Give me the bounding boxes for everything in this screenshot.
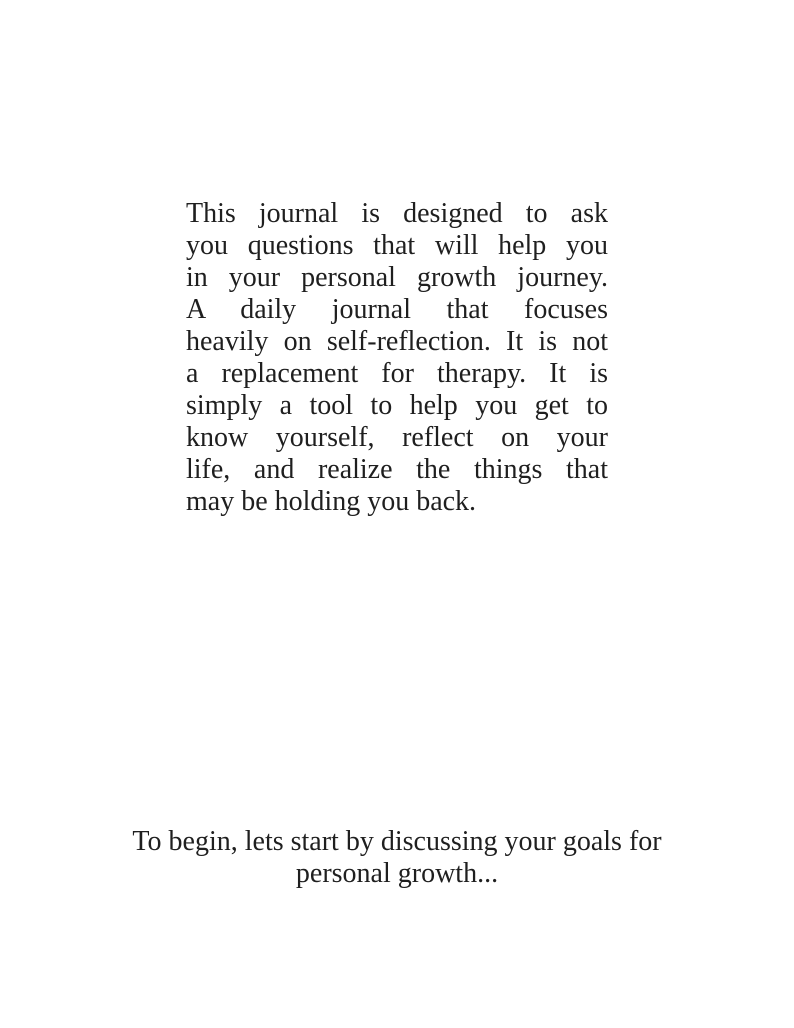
- intro-line: heavily on self-reflection. It is not: [186, 326, 608, 357]
- intro-line: in your personal growth journey.: [186, 262, 608, 293]
- intro-line: may be holding you back.: [186, 486, 477, 517]
- closing-line: To begin, lets start by discussing your goals for: [132, 826, 662, 857]
- intro-paragraph: [186, 198, 608, 518]
- intro-line: a replacement for therapy. It is: [186, 358, 608, 389]
- intro-line: know yourself, reflect on your: [186, 422, 608, 453]
- intro-line: A daily journal that focuses: [186, 294, 608, 325]
- intro-line: This journal is designed to ask: [186, 198, 608, 229]
- intro-line: simply a tool to help you get to: [186, 390, 608, 421]
- closing-line: personal growth...: [295, 858, 499, 889]
- closing-prompt: [90, 826, 704, 890]
- intro-line: you questions that will help you: [186, 230, 608, 261]
- intro-line: life, and realize the things that: [186, 454, 608, 485]
